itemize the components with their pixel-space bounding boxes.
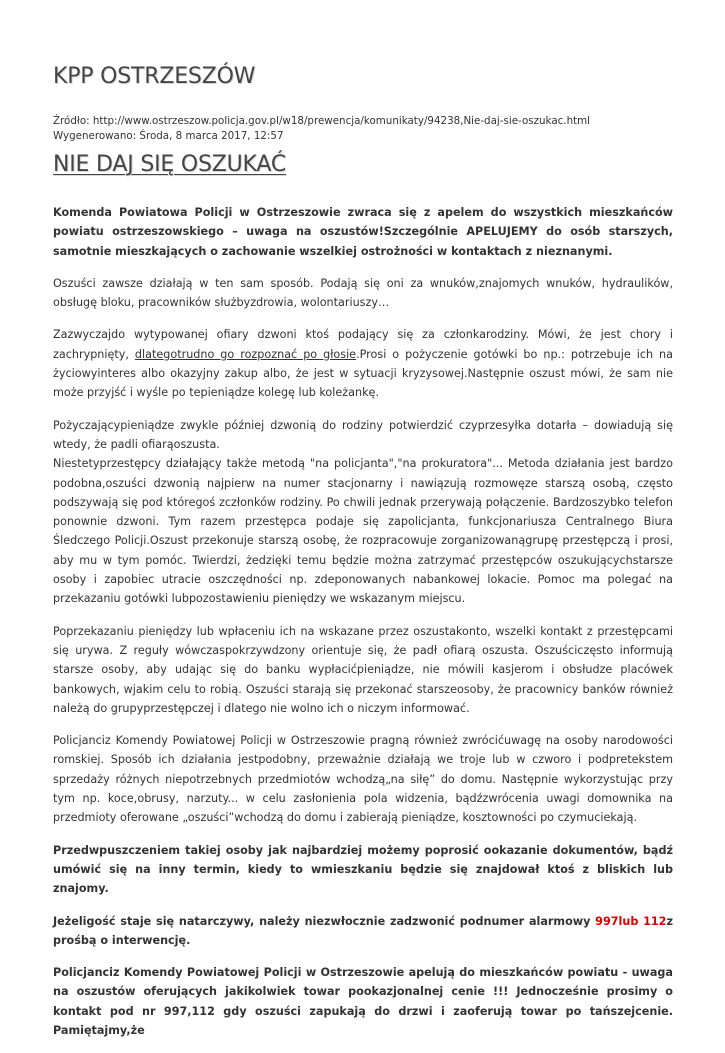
underlined-phrase: dlategotrudno go rozpoznać po głosie [134, 347, 357, 361]
paragraph-transfer: Poprzekazaniu pieniędzy lub wpłaceniu ich na wskazane przez oszustakonto, wszelki kontakt z przestępcami się urywa. Z reguły wówczaspokrzywdzony orientuje się, że padł ofiarą oszusta. Oszuściczęsto informują starsze osoby, aby udając się do banku wypłacićpieniądze, nie mówili kasjerom i obsłudze placówek bankowych, wjakim celu to robią. Oszuści starają się przekonać starszeosoby, że pracownicy banków również należą do grupyprzestępczej i dlatego nie wolno ich o niczym informować. [53, 624, 673, 715]
advice-emergency-b: z prośbą o interwencję. [53, 914, 673, 947]
paragraph-call [53, 325, 673, 402]
advice-emergency-a: Jeżeligość staje się natarczywy, należy niezwłocznie zadzwonić podnumer alarmowy [53, 914, 596, 928]
paragraph-methods: Oszuści zawsze działają w ten sam sposób. Podają się oni za wnuków,znajomych wnuków, hydraulików, obsługę bloku, pracowników służbyzdrowia, wolontariuszy… [53, 276, 673, 310]
article-body [53, 203, 673, 1053]
lead-paragraph: Komenda Powiatowa Policji w Ostrzeszowie zwraca się z apelem do wszystkich mieszkańców powiatu ostrzeszowskiego – uwaga na oszustów!Szczególnie APELUJEMY do osób starszych, samotnie mieszkających o zachowanie wszelkiej ostrożności w kontaktach z nieznanymi. [53, 206, 673, 258]
article-title: NIE DAJ SIĘ OSZUKAĆ [53, 152, 286, 177]
paragraph-police-method-b: Niestetyprzestępcy działający także metodą "na policjanta","na prokuratora"... Metoda działania jest bardzo podobna,oszuści dzwonią najpierw na numer stacjonarny i nawiązują rozmowęze starszą osobą, często podszywają się pod któregoś zczłonków rodziny. Po chwili jednak przerywają połączenie. Bardzoszybko telefon ponownie dzwoni. Tym razem przestępca podaje się zapolicjanta, funkcjonariusza Centralnego Biura Śledczego Policji.Oszust przekonuje starszą osobę, że rozpracowuje zorganizowanągrupę przestępczą i prosi, aby mu w tym pomóc. Twierdzi, żedzięki temu będzie można zatrzymać przestępców oszukującychstarsze osoby i zapobiec utracie oszczędności np. zdeponowanych nabankowej lokacie. Pomoc ma polegać na przekazaniu gotówki lubpozostawieniu pieniędzy we wskazanym miejscu. [53, 457, 673, 606]
advice-emergency [53, 912, 673, 951]
paragraph-roma: Policjanciz Komendy Powiatowej Policji w Ostrzeszowie pragną również zwrócićuwagę na osoby narodowości romskiej. Sposób ich działania jestpodobny, przeważnie działają we troje lub w czworo i podpretekstem sprzedaży różnych niepotrzebnych przedmiotów wchodzą„na siłę” do domu. Następnie wykorzystując przy tym np. koce,obrusy, narzuty... w celu zasłonienia pola widzenia, bądźzwrócenia uwagi domownika na przedmioty oferowane „oszuści”wchodzą do domu i zabierają pieniądze, kosztowności po czymuciekają. [53, 734, 673, 825]
advice-documents: Przedwpuszczeniem takiej osoby jak najbardziej możemy poprosić ookazanie dokumentów, bądź umówić się na inny termin, kiedy to wmieszkaniu będzie się znajdował ktoś z bliskich lub znajomy. [53, 843, 673, 896]
print-meta [53, 114, 590, 143]
paragraph-call-text-b: .Prosi o pożyczenie gotówki bo np.: potrzebuje ich na życiowyinteres albo okazyjny zakup albo, że jest w sytuacji kryzysowej.Następnie oszust mówi, że sam nie może przyjść i wyśle po tepieniądze kolegę lub koleżankę. [53, 347, 673, 400]
emergency-numbers: 997lub 112 [595, 914, 667, 928]
generated-date: Wygenerowano: Środa, 8 marca 2017, 12:57 [53, 129, 284, 142]
appeal-paragraph: Policjanciz Komendy Powiatowej Policji w Ostrzeszowie apelują do mieszkańców powiatu - uwaga na oszustów oferujących jakikolwiek towar pookazjonalnej cenie !!! Jednocześnie prosimy o kontakt pod nr 997,112 gdy oszuści zapukają do drzwi i zaoferują towar po tańszejcenie. Pamiętajmy,że [53, 966, 673, 1037]
site-title: KPP OSTRZESZÓW [53, 64, 256, 89]
paragraph-call-text-a: Zazwyczajdo wytypowanej ofiary dzwoni ktoś podający się za członkarodziny. Mówi, że jest chory i zachrypnięty, [53, 328, 673, 361]
source-url: Źródło: http://www.ostrzeszow.policja.gov.pl/w18/prewencja/komunikaty/94238,Nie-daj-sie-oszukac.html [53, 115, 591, 127]
paragraph-police-method [53, 416, 673, 609]
paragraph-police-method-a: Pożyczającypieniądze zwykle później dzwonią do rodziny potwierdzić czyprzesyłka dotarła – dowiadują się wtedy, że padli ofiarąoszusta. [53, 418, 673, 451]
